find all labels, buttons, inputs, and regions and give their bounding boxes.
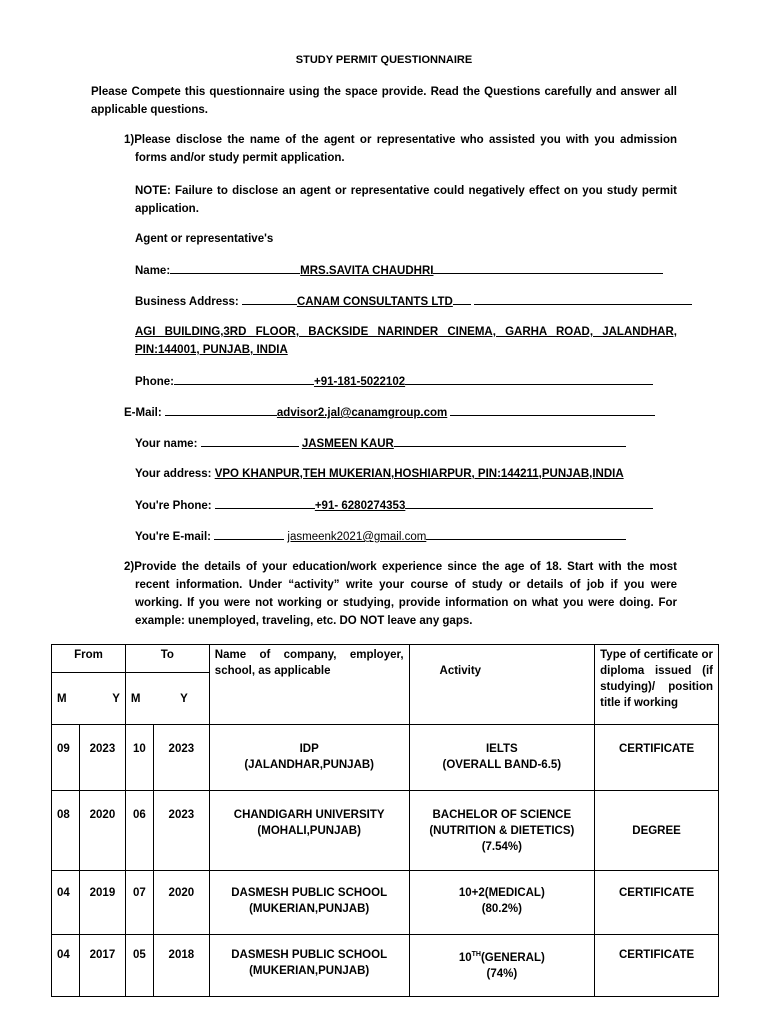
agent-name-label: Name: bbox=[135, 265, 171, 277]
question-2 bbox=[113, 558, 677, 630]
education-table bbox=[51, 644, 719, 997]
your-phone-value: +91- 6280274353 bbox=[314, 500, 406, 512]
question-1-number: 1) bbox=[124, 134, 135, 146]
row-from-year: 2023 bbox=[79, 725, 125, 791]
row-institution: IDP (JALANDHAR,PUNJAB) bbox=[209, 725, 409, 791]
your-address-row bbox=[135, 465, 624, 483]
business-address-line: AGI BUILDING,3RD FLOOR, BACKSIDE NARINDER CINEMA, GARHA ROAD, JALANDHAR, PIN:144001, PUNJAB, INDIA bbox=[135, 326, 677, 356]
page-title: STUDY PERMIT QUESTIONNAIRE bbox=[295, 54, 473, 66]
table-row bbox=[52, 871, 719, 935]
row-from-month: 04 bbox=[52, 935, 80, 997]
row-type: CERTIFICATE bbox=[595, 871, 719, 935]
row-type: CERTIFICATE bbox=[595, 725, 719, 791]
agent-phone-label: Phone: bbox=[135, 376, 174, 388]
agent-phone-value: +91-181-5022102 bbox=[313, 376, 406, 388]
row-type: CERTIFICATE bbox=[595, 935, 719, 997]
row-activity: 10+2(MEDICAL) (80.2%) bbox=[409, 871, 595, 935]
row-activity: IELTS (OVERALL BAND-6.5) bbox=[409, 725, 595, 791]
business-address-row bbox=[135, 292, 692, 311]
table-row bbox=[52, 791, 719, 871]
row-from-year: 2017 bbox=[79, 935, 125, 997]
table-row bbox=[52, 935, 719, 997]
header-to-m: M bbox=[130, 692, 141, 705]
agent-note: NOTE: Failure to disclose an agent or representative could negatively effect on you study permit application. bbox=[135, 185, 677, 215]
row-to-month: 05 bbox=[125, 935, 153, 997]
row-to-year: 2023 bbox=[153, 725, 209, 791]
row-to-year: 2023 bbox=[153, 791, 209, 871]
question-2-number: 2) bbox=[124, 561, 135, 573]
row-from-month: 08 bbox=[52, 791, 80, 871]
your-name-label: Your name: bbox=[135, 438, 198, 450]
row-from-month: 04 bbox=[52, 871, 80, 935]
agent-name-value: MRS.SAVITA CHAUDHRI bbox=[300, 265, 434, 277]
row-from-year: 2020 bbox=[79, 791, 125, 871]
question-1-text: Please disclose the name of the agent or representative who assisted you with you admission forms and/or study permit application. bbox=[134, 134, 677, 164]
header-name: Name of company, employer, school, as applicable bbox=[209, 645, 409, 725]
agent-email-row bbox=[124, 403, 655, 422]
your-phone-label: You're Phone: bbox=[135, 500, 212, 512]
row-activity: 10TH(GENERAL) (74%) bbox=[409, 935, 595, 997]
header-type: Type of certificate or diploma issued (if studying)/ position title if working bbox=[595, 645, 719, 725]
agent-heading: Agent or representative's bbox=[135, 233, 274, 245]
question-1 bbox=[113, 131, 677, 167]
business-address-label: Business Address: bbox=[135, 296, 239, 308]
business-address-value: CANAM CONSULTANTS LTD bbox=[296, 296, 453, 308]
your-name-row bbox=[135, 434, 626, 453]
table-header-row-1 bbox=[52, 645, 719, 673]
agent-phone-row bbox=[135, 372, 653, 391]
your-name-value: JASMEEN KAUR bbox=[301, 438, 394, 450]
row-to-month: 10 bbox=[125, 725, 153, 791]
row-to-month: 07 bbox=[125, 871, 153, 935]
row-from-year: 2019 bbox=[79, 871, 125, 935]
agent-email-value: advisor2.jal@canamgroup.com bbox=[276, 407, 448, 419]
row-institution: CHANDIGARH UNIVERSITY (MOHALI,PUNJAB) bbox=[209, 791, 409, 871]
header-from: From bbox=[52, 645, 126, 673]
your-address-value: VPO KHANPUR,TEH MUKERIAN,HOSHIARPUR, PIN:144211,PUNJAB,INDIA bbox=[214, 468, 624, 480]
agent-name-row bbox=[135, 261, 663, 280]
row-activity: BACHELOR OF SCIENCE (NUTRITION & DIETETICS) (7.54%) bbox=[409, 791, 595, 871]
question-2-text: Provide the details of your education/work experience since the age of 18. Start with the most recent information. Under “activity” write your course of study or details of job if you were working. If you were not working or studying, provide information on what you were doing. For example: unemployed, traveling, etc. DO NOT leave any gaps. bbox=[134, 561, 677, 627]
row-to-month: 06 bbox=[125, 791, 153, 871]
row-institution: DASMESH PUBLIC SCHOOL (MUKERIAN,PUNJAB) bbox=[209, 871, 409, 935]
your-email-row bbox=[135, 527, 626, 546]
your-phone-row bbox=[135, 496, 653, 515]
row-type: DEGREE bbox=[595, 791, 719, 871]
row-to-year: 2020 bbox=[153, 871, 209, 935]
your-address-label: Your address: bbox=[135, 468, 212, 480]
row-to-year: 2018 bbox=[153, 935, 209, 997]
header-from-m: M bbox=[57, 692, 67, 705]
header-to-y: Y bbox=[180, 692, 188, 705]
your-email-label: You're E-mail: bbox=[135, 531, 212, 543]
intro-paragraph: Please Compete this questionnaire using the space provide. Read the Questions carefully and answer all applicable questions. bbox=[91, 86, 677, 116]
agent-email-label: E-Mail: bbox=[124, 407, 162, 419]
header-from-y: Y bbox=[112, 692, 120, 705]
header-to-my bbox=[125, 673, 209, 725]
header-to: To bbox=[125, 645, 209, 673]
row-institution: DASMESH PUBLIC SCHOOL (MUKERIAN,PUNJAB) bbox=[209, 935, 409, 997]
your-email-value: jasmeenk2021@gmail.com bbox=[287, 531, 427, 543]
header-activity: Activity bbox=[409, 645, 595, 725]
header-from-my bbox=[52, 673, 126, 725]
table-row bbox=[52, 725, 719, 791]
row-from-month: 09 bbox=[52, 725, 80, 791]
